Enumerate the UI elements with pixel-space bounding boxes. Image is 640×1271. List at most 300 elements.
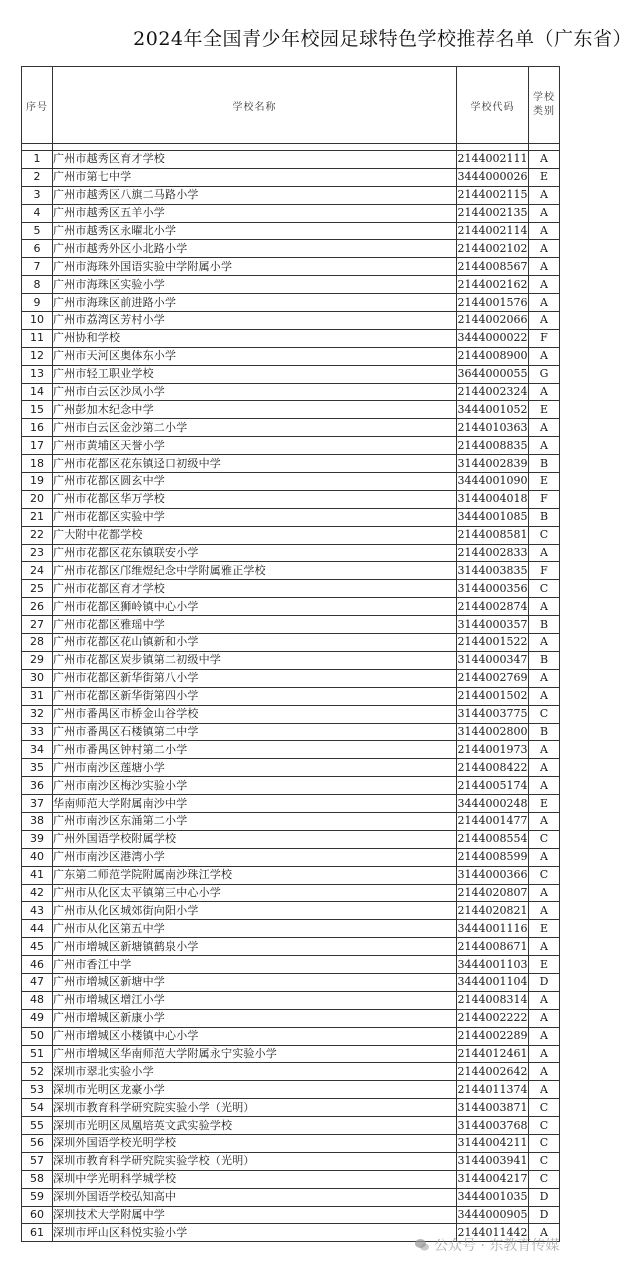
table-row (22, 956, 560, 974)
school-name: 深圳市翠北实验小学 (53, 1063, 457, 1081)
row-index: 9 (22, 294, 53, 312)
row-index: 30 (22, 669, 53, 687)
school-category: A (529, 598, 560, 616)
row-index: 13 (22, 365, 53, 383)
school-code: 3144003775 (457, 705, 529, 723)
school-category: A (529, 938, 560, 956)
school-code: 3644000055 (457, 365, 529, 383)
school-code: 2144020821 (457, 902, 529, 920)
table-row (22, 1170, 560, 1188)
row-index: 55 (22, 1117, 53, 1135)
row-index: 2 (22, 168, 53, 186)
row-index: 47 (22, 973, 53, 991)
school-category: B (529, 616, 560, 634)
school-code: 3444000022 (457, 329, 529, 347)
school-code: 3444000026 (457, 168, 529, 186)
school-code: 2144002769 (457, 669, 529, 687)
school-code: 2144001502 (457, 687, 529, 705)
table-row (22, 419, 560, 437)
row-index: 43 (22, 902, 53, 920)
school-name: 深圳市光明区凤凰培英文武实验学校 (53, 1117, 457, 1135)
school-code: 2144002642 (457, 1063, 529, 1081)
row-index: 31 (22, 687, 53, 705)
school-name: 深圳外国语学校光明学校 (53, 1134, 457, 1152)
row-index: 40 (22, 848, 53, 866)
table-row (22, 329, 560, 347)
header-spacer-row (22, 144, 560, 151)
table-row (22, 383, 560, 401)
header-school-category (529, 67, 560, 144)
row-index: 56 (22, 1134, 53, 1152)
row-index: 35 (22, 759, 53, 777)
school-code: 2144008671 (457, 938, 529, 956)
school-name: 广州市增城区增江小学 (53, 991, 457, 1009)
school-category: C (529, 866, 560, 884)
school-category: A (529, 884, 560, 902)
row-index: 18 (22, 455, 53, 473)
school-name: 广州市南沙区港湾小学 (53, 848, 457, 866)
row-index: 39 (22, 830, 53, 848)
school-category: F (529, 562, 560, 580)
school-category: A (529, 777, 560, 795)
row-index: 34 (22, 741, 53, 759)
school-category: F (529, 329, 560, 347)
table-row (22, 1117, 560, 1135)
school-code: 2144010363 (457, 419, 529, 437)
school-code: 2144001576 (457, 294, 529, 312)
school-category: B (529, 651, 560, 669)
school-name: 广州市花都区雅瑶中学 (53, 616, 457, 634)
school-code: 2144002289 (457, 1027, 529, 1045)
school-name: 深圳中学光明科学城学校 (53, 1170, 457, 1188)
school-category: A (529, 759, 560, 777)
school-category: A (529, 544, 560, 562)
row-index: 10 (22, 312, 53, 330)
header-school-code: 学校代码 (457, 67, 529, 144)
school-name: 广州市花都区实验中学 (53, 508, 457, 526)
school-code: 2144008835 (457, 437, 529, 455)
school-name: 广州市越秀区永曜北小学 (53, 222, 457, 240)
school-name: 深圳市光明区龙豪小学 (53, 1081, 457, 1099)
school-name: 深圳市教育科学研究院实验学校（光明） (53, 1152, 457, 1170)
watermark (414, 1235, 559, 1255)
school-name: 广州市从化区城郊街向阳小学 (53, 902, 457, 920)
school-category: A (529, 204, 560, 222)
school-category: A (529, 151, 560, 169)
school-category: A (529, 687, 560, 705)
school-name: 广州市南沙区莲塘小学 (53, 759, 457, 777)
school-category: A (529, 902, 560, 920)
school-category: G (529, 365, 560, 383)
table-row (22, 240, 560, 258)
table-row (22, 562, 560, 580)
table-row (22, 1099, 560, 1117)
table-row (22, 938, 560, 956)
chat-bubbles-icon (414, 1237, 430, 1253)
table-row (22, 991, 560, 1009)
table-row (22, 1206, 560, 1224)
school-code: 2144008599 (457, 848, 529, 866)
school-code: 3144002800 (457, 723, 529, 741)
row-index: 57 (22, 1152, 53, 1170)
row-index: 59 (22, 1188, 53, 1206)
school-code: 3444001116 (457, 920, 529, 938)
school-name: 广州市越秀区五羊小学 (53, 204, 457, 222)
header-category-line1: 学校 (533, 92, 555, 103)
table-row (22, 186, 560, 204)
row-index: 20 (22, 490, 53, 508)
school-name: 广州市花都区炭步镇第二初级中学 (53, 651, 457, 669)
school-name: 广州市番禺区市桥金山谷学校 (53, 705, 457, 723)
school-code: 2144001522 (457, 634, 529, 652)
table-row (22, 347, 560, 365)
school-category: C (529, 1134, 560, 1152)
school-code: 3144000347 (457, 651, 529, 669)
school-name: 广州外国语学校附属学校 (53, 830, 457, 848)
school-code: 3144004211 (457, 1134, 529, 1152)
school-name: 广大附中花都学校 (53, 526, 457, 544)
row-index: 7 (22, 258, 53, 276)
school-code: 2144002324 (457, 383, 529, 401)
table-row (22, 848, 560, 866)
school-code: 2144002114 (457, 222, 529, 240)
table-row (22, 473, 560, 491)
table-row (22, 526, 560, 544)
school-table (21, 66, 560, 1242)
row-index: 61 (22, 1224, 53, 1242)
school-name: 深圳市教育科学研究院实验小学（光明） (53, 1099, 457, 1117)
table-row (22, 830, 560, 848)
school-name: 广州市南沙区梅沙实验小学 (53, 777, 457, 795)
row-index: 52 (22, 1063, 53, 1081)
row-index: 19 (22, 473, 53, 491)
school-category: A (529, 1027, 560, 1045)
school-category: A (529, 812, 560, 830)
row-index: 29 (22, 651, 53, 669)
school-code: 2144002066 (457, 312, 529, 330)
school-code: 2144011442 (457, 1224, 529, 1242)
school-name: 广州市海珠区前进路小学 (53, 294, 457, 312)
school-category: A (529, 1063, 560, 1081)
row-index: 8 (22, 276, 53, 294)
school-category: A (529, 186, 560, 204)
school-code: 2144002833 (457, 544, 529, 562)
school-category: C (529, 1117, 560, 1135)
school-code: 2144008567 (457, 258, 529, 276)
table-row (22, 884, 560, 902)
school-category: E (529, 956, 560, 974)
school-name: 广州市番禺区钟村第二小学 (53, 741, 457, 759)
school-name: 广州市花都区华万学校 (53, 490, 457, 508)
school-name: 广州市白云区沙凤小学 (53, 383, 457, 401)
table-row (22, 544, 560, 562)
table-row (22, 1152, 560, 1170)
school-category: A (529, 1045, 560, 1063)
school-name: 广州彭加木纪念中学 (53, 401, 457, 419)
school-name: 广州协和学校 (53, 329, 457, 347)
school-code: 2144008314 (457, 991, 529, 1009)
table-row (22, 777, 560, 795)
school-category: B (529, 723, 560, 741)
school-category: E (529, 920, 560, 938)
school-name: 广州市从化区太平镇第三中心小学 (53, 884, 457, 902)
school-name: 广州市白云区金沙第二小学 (53, 419, 457, 437)
school-category: C (529, 580, 560, 598)
table-row (22, 866, 560, 884)
table-row (22, 1045, 560, 1063)
table-row (22, 151, 560, 169)
school-category: C (529, 830, 560, 848)
school-category: A (529, 240, 560, 258)
header-index: 序号 (22, 67, 53, 144)
school-code: 3144000356 (457, 580, 529, 598)
table-row (22, 1081, 560, 1099)
school-category: A (529, 1081, 560, 1099)
table-row (22, 204, 560, 222)
school-category: B (529, 508, 560, 526)
row-index: 27 (22, 616, 53, 634)
school-code: 3144003941 (457, 1152, 529, 1170)
table-row (22, 365, 560, 383)
school-name: 广州市从化区第五中学 (53, 920, 457, 938)
school-name: 广州市越秀区八旗二马路小学 (53, 186, 457, 204)
row-index: 46 (22, 956, 53, 974)
school-category: A (529, 312, 560, 330)
school-category: A (529, 294, 560, 312)
school-name: 广州市海珠区实验小学 (53, 276, 457, 294)
table-row (22, 759, 560, 777)
school-category: E (529, 795, 560, 813)
school-code: 2144002162 (457, 276, 529, 294)
school-category: A (529, 1224, 560, 1242)
school-code: 3444001103 (457, 956, 529, 974)
school-name: 广州市花都区育才学校 (53, 580, 457, 598)
school-code: 2144002115 (457, 186, 529, 204)
school-name: 广州市增城区新塘镇鹤泉小学 (53, 938, 457, 956)
table-row (22, 902, 560, 920)
school-code: 2144002111 (457, 151, 529, 169)
school-code: 2144002874 (457, 598, 529, 616)
school-code: 3444001085 (457, 508, 529, 526)
school-code: 2144008581 (457, 526, 529, 544)
row-index: 28 (22, 634, 53, 652)
school-name: 广州市越秀区育才学校 (53, 151, 457, 169)
header-school-name: 学校名称 (53, 67, 457, 144)
row-index: 54 (22, 1099, 53, 1117)
table-row (22, 651, 560, 669)
table-row (22, 222, 560, 240)
school-code: 3144000357 (457, 616, 529, 634)
school-code: 3144003835 (457, 562, 529, 580)
school-code: 3144000366 (457, 866, 529, 884)
row-index: 3 (22, 186, 53, 204)
table-row (22, 312, 560, 330)
school-category: E (529, 168, 560, 186)
school-name: 广东第二师范学院附属南沙珠江学校 (53, 866, 457, 884)
school-name: 广州市花都区花东镇联安小学 (53, 544, 457, 562)
school-category: C (529, 1099, 560, 1117)
school-name: 广州市番禺区石楼镇第二中学 (53, 723, 457, 741)
school-code: 2144005174 (457, 777, 529, 795)
school-category: C (529, 1170, 560, 1188)
school-code: 2144008554 (457, 830, 529, 848)
row-index: 38 (22, 812, 53, 830)
table-row (22, 1134, 560, 1152)
row-index: 33 (22, 723, 53, 741)
row-index: 45 (22, 938, 53, 956)
school-name: 广州市增城区新塘中学 (53, 973, 457, 991)
school-code: 2144020807 (457, 884, 529, 902)
school-category: C (529, 1152, 560, 1170)
school-name: 广州市花都区新华街第八小学 (53, 669, 457, 687)
school-name: 广州市南沙区东涌第二小学 (53, 812, 457, 830)
school-code: 2144002222 (457, 1009, 529, 1027)
school-code: 2144008900 (457, 347, 529, 365)
school-name: 广州市花都区花东镇迳口初级中学 (53, 455, 457, 473)
school-code: 3144002839 (457, 455, 529, 473)
table-row (22, 1188, 560, 1206)
school-code: 3444001035 (457, 1188, 529, 1206)
school-name: 广州市香江中学 (53, 956, 457, 974)
school-category: E (529, 401, 560, 419)
row-index: 4 (22, 204, 53, 222)
school-name: 深圳技术大学附属中学 (53, 1206, 457, 1224)
table-row (22, 598, 560, 616)
school-name: 广州市增城区小楼镇中心小学 (53, 1027, 457, 1045)
row-index: 60 (22, 1206, 53, 1224)
school-name: 广州市第七中学 (53, 168, 457, 186)
school-category: A (529, 347, 560, 365)
table-row (22, 812, 560, 830)
table-row (22, 723, 560, 741)
row-index: 53 (22, 1081, 53, 1099)
row-index: 50 (22, 1027, 53, 1045)
table-row (22, 669, 560, 687)
school-code: 3444000905 (457, 1206, 529, 1224)
school-category: D (529, 1206, 560, 1224)
table-row (22, 741, 560, 759)
table-row (22, 580, 560, 598)
row-index: 22 (22, 526, 53, 544)
school-name: 广州市越秀外区小北路小学 (53, 240, 457, 258)
row-index: 17 (22, 437, 53, 455)
school-category: A (529, 258, 560, 276)
row-index: 51 (22, 1045, 53, 1063)
school-category: B (529, 455, 560, 473)
row-index: 36 (22, 777, 53, 795)
row-index: 15 (22, 401, 53, 419)
school-name: 广州市花都区圆玄中学 (53, 473, 457, 491)
table-row (22, 455, 560, 473)
row-index: 44 (22, 920, 53, 938)
school-code: 3444001104 (457, 973, 529, 991)
row-index: 14 (22, 383, 53, 401)
school-code: 3444001052 (457, 401, 529, 419)
row-index: 12 (22, 347, 53, 365)
row-index: 16 (22, 419, 53, 437)
school-category: D (529, 973, 560, 991)
school-name: 华南师范大学附属南沙中学 (53, 795, 457, 813)
school-category: D (529, 1188, 560, 1206)
row-index: 26 (22, 598, 53, 616)
school-code: 3144004217 (457, 1170, 529, 1188)
school-code: 3444000248 (457, 795, 529, 813)
table-row (22, 634, 560, 652)
school-code: 3144003871 (457, 1099, 529, 1117)
table-row (22, 490, 560, 508)
school-code: 2144001477 (457, 812, 529, 830)
table-row (22, 687, 560, 705)
school-name: 深圳市坪山区科悦实验小学 (53, 1224, 457, 1242)
row-index: 42 (22, 884, 53, 902)
school-name: 广州市增城区新康小学 (53, 1009, 457, 1027)
school-code: 2144002102 (457, 240, 529, 258)
table-row (22, 1063, 560, 1081)
school-category: A (529, 741, 560, 759)
row-index: 24 (22, 562, 53, 580)
table-row (22, 705, 560, 723)
table-row (22, 795, 560, 813)
table-row (22, 401, 560, 419)
school-category: A (529, 222, 560, 240)
table-row (22, 258, 560, 276)
row-index: 1 (22, 151, 53, 169)
school-category: A (529, 848, 560, 866)
school-category: A (529, 669, 560, 687)
row-index: 23 (22, 544, 53, 562)
school-category: A (529, 437, 560, 455)
table-row (22, 437, 560, 455)
table-row (22, 1027, 560, 1045)
row-index: 49 (22, 1009, 53, 1027)
school-code: 2144001973 (457, 741, 529, 759)
school-category: F (529, 490, 560, 508)
school-name: 广州市黄埔区天誉小学 (53, 437, 457, 455)
school-category: A (529, 634, 560, 652)
school-name: 广州市花都区新华街第四小学 (53, 687, 457, 705)
school-name: 广州市花都区花山镇新和小学 (53, 634, 457, 652)
school-code: 2144008422 (457, 759, 529, 777)
school-category: C (529, 705, 560, 723)
school-name: 深圳外国语学校弘知高中 (53, 1188, 457, 1206)
row-index: 32 (22, 705, 53, 723)
table-row (22, 973, 560, 991)
table-header-row (22, 67, 560, 144)
table-row (22, 276, 560, 294)
table-row (22, 294, 560, 312)
school-name: 广州市海珠外国语实验中学附属小学 (53, 258, 457, 276)
watermark-text: 公众号 · 东教育传媒 (434, 1238, 560, 1254)
school-category: A (529, 419, 560, 437)
school-category: E (529, 473, 560, 491)
school-name: 广州市增城区华南师范大学附属永宁实验小学 (53, 1045, 457, 1063)
school-name: 广州市花都区狮岭镇中心小学 (53, 598, 457, 616)
school-category: A (529, 383, 560, 401)
table-row (22, 168, 560, 186)
row-index: 25 (22, 580, 53, 598)
row-index: 58 (22, 1170, 53, 1188)
school-category: A (529, 1009, 560, 1027)
school-code: 2144012461 (457, 1045, 529, 1063)
school-name: 广州市荔湾区芳村小学 (53, 312, 457, 330)
table-row (22, 616, 560, 634)
school-name: 广州市轻工职业学校 (53, 365, 457, 383)
table-row (22, 508, 560, 526)
school-name: 广州市花都区邝维煜纪念中学附属雅正学校 (53, 562, 457, 580)
row-index: 48 (22, 991, 53, 1009)
header-category-line2: 类别 (533, 106, 555, 117)
page-title: 2024年全国青少年校园足球特色学校推荐名单（广东省） (133, 28, 632, 50)
